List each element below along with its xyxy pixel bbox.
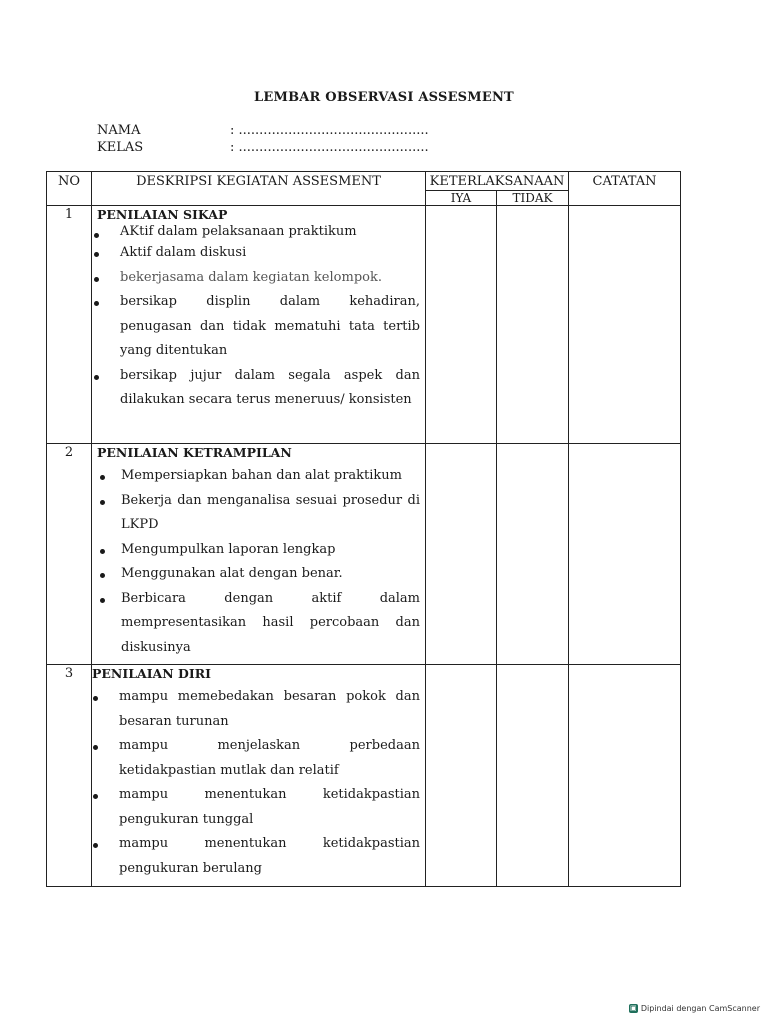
watermark-text: Dipindai dengan CamScanner: [640, 1004, 760, 1013]
kelas-label: KELAS: [97, 140, 144, 155]
document-title: LEMBAR OBSERVASI ASSESMENT: [254, 90, 514, 105]
header-no: NO: [47, 172, 92, 206]
row-description: [92, 665, 426, 887]
camscanner-icon: ▣: [630, 1004, 637, 1012]
header-catatan: CATATAN: [569, 172, 681, 206]
table-header-row: [47, 172, 681, 191]
list-item: mampu menentukan ketidakpastian pengukuran berulang: [92, 832, 420, 881]
tidak-cell[interactable]: [497, 444, 569, 665]
iya-cell[interactable]: [426, 206, 497, 444]
list-item: bersikap displin dalam kehadiran, penugasan dan tidak mematuhi tata tertib yang ditentukan: [93, 290, 420, 364]
observation-table: [46, 171, 681, 887]
table-row: [47, 206, 681, 444]
tidak-cell[interactable]: [497, 206, 569, 444]
tidak-cell[interactable]: [497, 665, 569, 887]
list-item: mampu memebedakan besaran pokok dan besaran turunan: [92, 685, 420, 734]
header-description: DESKRIPSI KEGIATAN ASSESMENT: [92, 172, 426, 206]
row-description: [92, 444, 426, 665]
kelas-value: : ..............................................: [230, 140, 429, 155]
header-iya: IYA: [426, 191, 497, 206]
section-title: PENILAIAN KETRAMPILAN: [97, 445, 292, 460]
section-title: PENILAIAN SIKAP: [97, 207, 228, 222]
nama-value: : ..............................................: [230, 123, 429, 138]
iya-cell[interactable]: [426, 444, 497, 665]
nama-label: NAMA: [97, 123, 141, 138]
list-item: AKtif dalam pelaksanaan praktikum: [93, 222, 420, 241]
header-tidak: TIDAK: [497, 191, 569, 206]
list-item: Mempersiapkan bahan dan alat praktikum: [94, 464, 420, 489]
row-number: 1: [47, 206, 92, 444]
criteria-list: [93, 222, 420, 413]
criteria-list: [92, 685, 420, 881]
criteria-list: [94, 464, 420, 660]
list-item: bersikap jujur dalam segala aspek dan dilakukan secara terus meneruus/ konsisten: [93, 364, 420, 413]
catatan-cell[interactable]: [569, 206, 681, 444]
iya-cell[interactable]: [426, 665, 497, 887]
list-item: Berbicara dengan aktif dalam mempresentasikan hasil percobaan dan diskusinya: [94, 587, 420, 661]
row-number: 3: [47, 665, 92, 887]
catatan-cell[interactable]: [569, 665, 681, 887]
catatan-cell[interactable]: [569, 444, 681, 665]
table-row: [47, 444, 681, 665]
row-number: 2: [47, 444, 92, 665]
header-keterlaksanaan: KETERLAKSANAAN: [426, 172, 569, 191]
list-item: mampu menentukan ketidakpastian pengukuran tunggal: [92, 783, 420, 832]
list-item: Bekerja dan menganalisa sesuai prosedur di LKPD: [94, 489, 420, 538]
section-title: PENILAIAN DIRI: [92, 666, 211, 681]
list-item: Aktif dalam diskusi: [93, 241, 420, 266]
list-item: Mengumpulkan laporan lengkap: [94, 538, 420, 563]
table-row: [47, 665, 681, 887]
list-item: bekerjasama dalam kegiatan kelompok.: [93, 266, 420, 291]
row-description: [92, 206, 426, 444]
list-item: Menggunakan alat dengan benar.: [94, 562, 420, 587]
scanner-watermark: [629, 1004, 760, 1013]
list-item: mampu menjelaskan perbedaan ketidakpastian mutlak dan relatif: [92, 734, 420, 783]
